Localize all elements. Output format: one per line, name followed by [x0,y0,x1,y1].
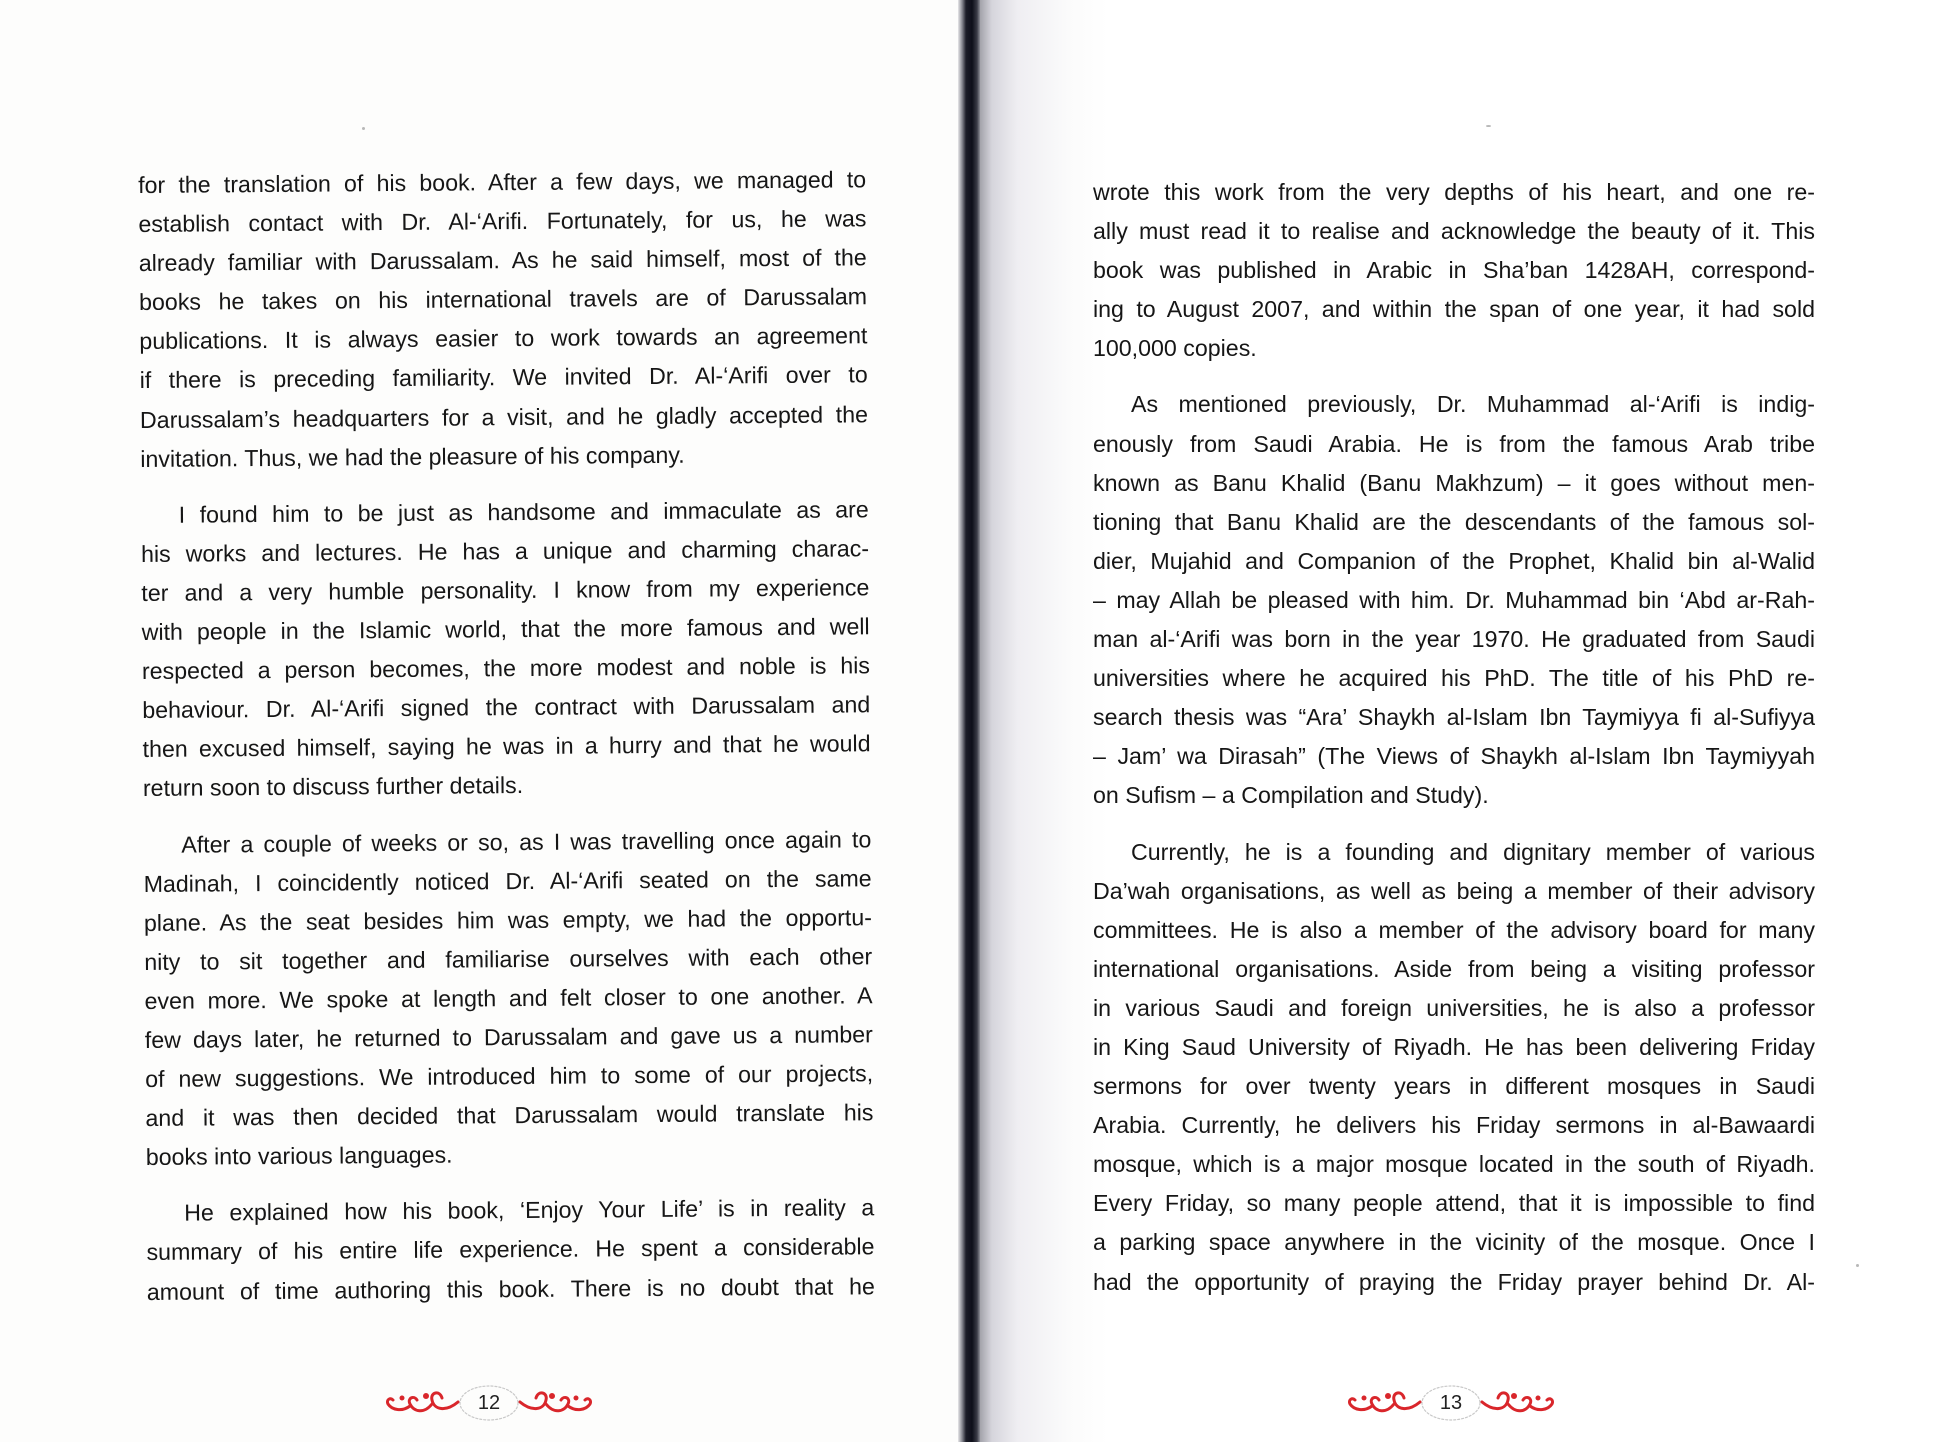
text-line: plane. As the seat besides him was empty, we had the opportu- [143,903,873,936]
text-line: I found him to be just as handsome and immaculate as are [178,496,869,528]
text-line: nity to sit together and familiarise ourselves with each other [144,943,873,975]
page-number-12: 12 [477,1392,501,1414]
text-line: After a couple of weeks or so, as I was travelling once again to [181,825,872,858]
text-line: his works and lectures. He has a unique and charming charac- [140,535,870,567]
text-line: Every Friday, so many people attend, that it is impossible to find [1093,1190,1815,1217]
text-line: publications. It is always easier to work towards an agreement [139,322,868,355]
text-line: establish contact with Dr. Al-‘Arifi. Fortunately, for us, he was [138,205,867,238]
text-line: few days later, he returned to Darussalam and gave us a number [144,1021,873,1053]
page-number-13: 13 [1439,1392,1463,1414]
right-page-body-text [1093,173,1815,1302]
text-line: a parking space anywhere in the vicinity of the mosque. Once I [1093,1229,1815,1256]
paragraph [138,160,868,478]
paragraph [143,820,874,1178]
text-line: in King Saud University of Riyadh. He has been delivering Friday [1093,1033,1815,1060]
text-line: even more. We spoke at length and felt closer to one another. A [144,982,873,1014]
text-line: books he takes on his international travels are of Darussalam [138,283,868,316]
text-line: invitation. Thus, we had the pleasure of his company. [140,441,685,472]
text-line: universities where he acquired his PhD. The title of his PhD re- [1093,665,1815,692]
text-line: Madinah, I coincidently noticed Dr. Al-‘Arifi seated on the same [143,864,872,897]
text-line: with people in the Islamic world, that the more famous and well [141,613,870,646]
text-line: man al-‘Arifi was born in the year 1970. He graduated from Saudi [1093,626,1815,653]
text-line: already familiar with Darussalam. As he said himself, most of the [138,244,867,277]
paper-speck [1856,1264,1859,1267]
text-line: behaviour. Dr. Al-‘Arifi signed the contract with Darussalam and [142,691,871,724]
text-line: respected a person becomes, the more modest and noble is his [141,652,871,685]
paragraph [146,1189,875,1312]
text-line: ally must read it to realise and acknowledge the beauty of it. This [1093,218,1815,245]
text-line: As mentioned previously, Dr. Muhammad al-‘Arifi is indig- [1131,391,1815,418]
text-line: in various Saudi and foreign universities, he is also a professor [1093,994,1815,1021]
text-line: book was published in Arabic in Sha’ban 1428AH, correspond- [1093,257,1815,284]
paragraph [1093,833,1815,1302]
text-line: of new suggestions. We introduced him to some of our projects, [145,1060,874,1093]
text-line: had the opportunity of praying the Friday prayer behind Dr. Al- [1093,1268,1815,1295]
text-line: Da’wah organisations, as well as being a member of their advisory [1093,877,1815,904]
text-line: and it was then decided that Darussalam would translate his [145,1099,874,1132]
text-line: committees. He is also a member of the advisory board for many [1093,916,1815,943]
text-line: 100,000 copies. [1093,335,1257,362]
text-line: Currently, he is a founding and dignitary member of various [1131,838,1815,865]
text-line: – Jam’ wa Dirasah” (The Views of Shaykh al-Islam Ibn Taymiyyah [1093,743,1815,770]
book-gutter [958,0,980,1442]
text-line: – may Allah be pleased with him. Dr. Muhammad bin ‘Abd ar-Rah- [1093,586,1815,613]
paragraph-gap [1093,368,1815,385]
paper-speck [1486,125,1491,127]
text-line: He explained how his book, ‘Enjoy Your Life’ is in reality a [184,1194,875,1227]
text-line: summary of his entire life experience. He spent a considerable [146,1233,875,1266]
text-line: tioning that Banu Khalid are the descendants of the famous sol- [1093,508,1815,535]
text-line: sermons for over twenty years in different mosques in Saudi [1093,1073,1815,1100]
text-line: return soon to discuss further details. [142,772,524,802]
text-line: ter and a very humble personality. I know from my experience [141,574,870,606]
text-line: books into various languages. [145,1141,453,1171]
text-line: enously from Saudi Arabia. He is from the famous Arab tribe [1093,430,1815,457]
text-line: ing to August 2007, and within the span of one year, it had sold [1093,296,1815,323]
text-line: mosque, which is a major mosque located in the south of Riyadh. [1093,1151,1815,1178]
right-page-folio [1336,1378,1576,1426]
paragraph [1093,385,1815,815]
paragraph [141,490,871,808]
text-line: Darussalam’s headquarters for a visit, and he gladly accepted the [139,400,869,433]
text-line: wrote this work from the very depths of his heart, and one re- [1093,179,1815,205]
left-page-body-text [138,160,875,1311]
paragraph-gap [1093,816,1815,833]
paragraph [1093,173,1815,368]
text-line: dier, Mujahid and Companion of the Prophet, Khalid bin al-Walid [1093,547,1815,574]
text-line: search thesis was “Ara’ Shaykh al-Islam Ibn Taymiyya fi al-Sufiyya [1093,704,1815,731]
left-page-folio [374,1378,614,1426]
text-line: then excused himself, saying he was in a hurry and that he would [142,730,871,763]
text-line: on Sufism – a Compilation and Study). [1093,782,1489,809]
text-line: known as Banu Khalid (Banu Makhzum) – it goes without men- [1093,469,1815,496]
text-line: Arabia. Currently, he delivers his Friday sermons in al-Bawaardi [1093,1112,1815,1139]
text-line: for the translation of his book. After a few days, we managed to [138,166,867,198]
text-line: international organisations. Aside from being a visiting professor [1093,955,1815,982]
text-line: if there is preceding familiarity. We invited Dr. Al-‘Arifi over to [139,361,868,394]
text-line: amount of time authoring this book. There is no doubt that he [146,1272,875,1305]
paper-speck [362,127,365,130]
